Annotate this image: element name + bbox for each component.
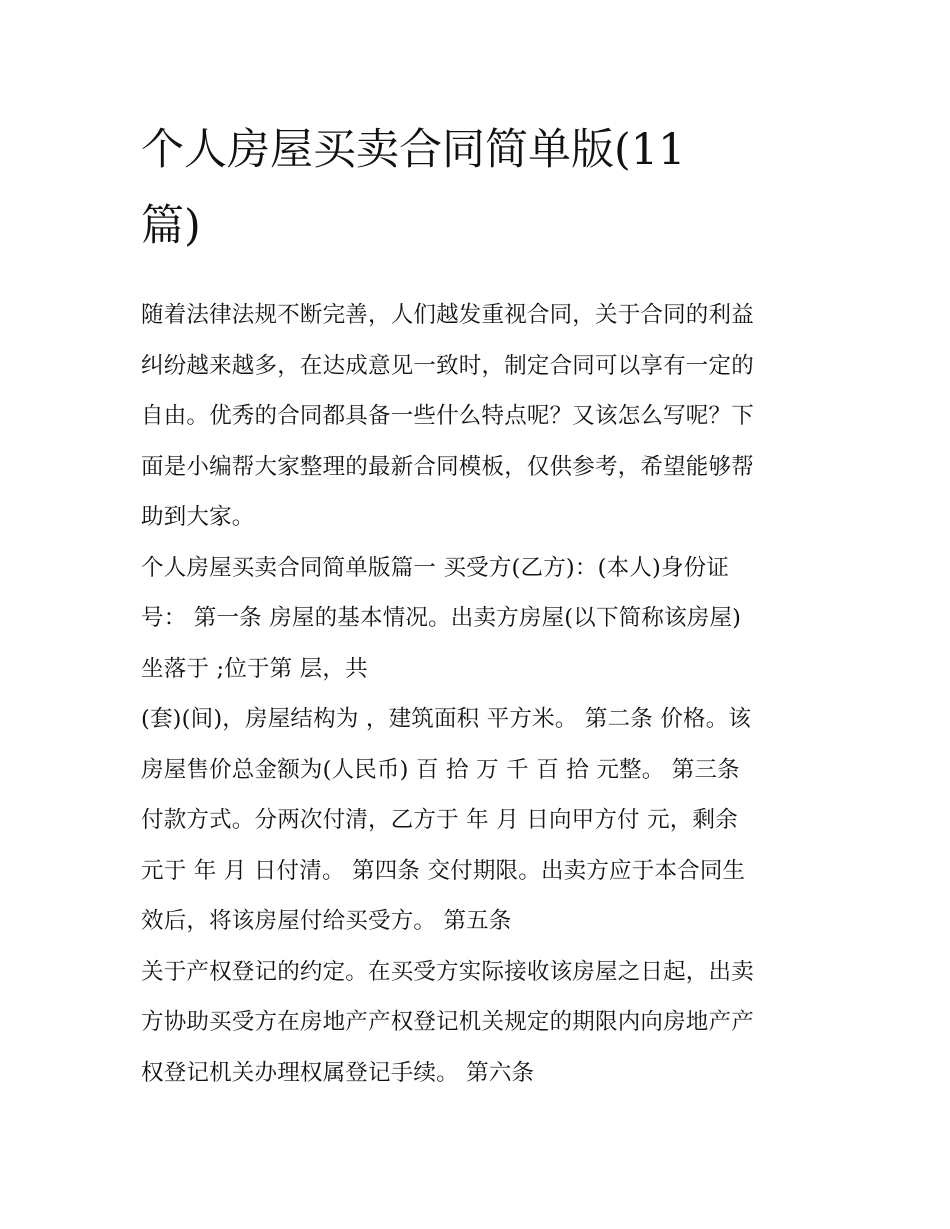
body-line: 个人房屋买卖合同简单版篇一 买受方(乙方)：(本人)身份证	[141, 554, 730, 581]
document-body	[141, 290, 813, 1098]
title-line-2: 篇)	[141, 201, 201, 251]
body-line: 坐落于 ;位于第 层，共	[141, 655, 368, 682]
body-line: 权登记机关办理权属登记手续。 第六条	[141, 1059, 535, 1086]
body-line: 关于产权登记的约定。在买受方实际接收该房屋之日起，出卖	[141, 958, 754, 985]
body-line: 效后，将该房屋付给买受方。 第五条	[141, 908, 512, 934]
body-line: 随着法律法规不断完善，人们越发重视合同，关于合同的利益	[141, 302, 754, 328]
body-line: 付款方式。分两次付清，乙方于 年 月 日向甲方付 元，剩余	[141, 807, 738, 833]
body-line: 助到大家。	[141, 504, 255, 530]
title-line-1: 个人房屋买卖合同简单版(11	[141, 125, 686, 175]
body-line: 方协助买受方在房地产产权登记机关规定的期限内向房地产产	[141, 1009, 754, 1035]
body-line: 自由。优秀的合同都具备一些什么特点呢？又该怎么写呢？下	[141, 403, 754, 429]
body-line: 纠纷越来越多，在达成意见一致时，制定合同可以享有一定的	[141, 352, 754, 379]
document-title	[141, 112, 813, 264]
document-content	[141, 112, 813, 1098]
body-line: 房屋售价总金额为(人民币) 百 拾 万 千 百 拾 元整。 第三条	[141, 756, 740, 783]
body-line: (套)(间)，房屋结构为 ，建筑面积 平方米。 第二条 价格。该	[141, 706, 752, 732]
body-line: 号： 第一条 房屋的基本情况。出卖方房屋(以下简称该房屋)	[141, 605, 742, 631]
body-line: 面是小编帮大家整理的最新合同模板，仅供参考，希望能够帮	[141, 453, 754, 480]
body-line: 元于 年 月 日付清。 第四条 交付期限。出卖方应于本合同生	[141, 857, 746, 884]
